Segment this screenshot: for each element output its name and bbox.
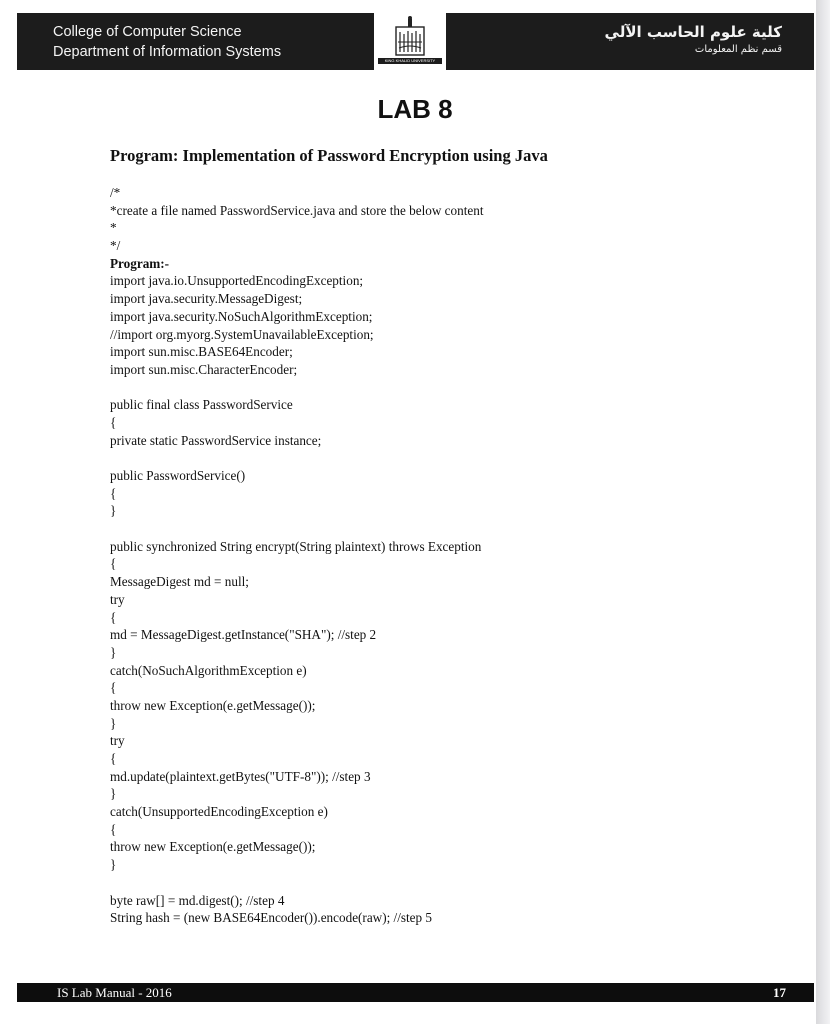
code-line: *create a file named PasswordService.java and store the below content bbox=[110, 202, 484, 218]
code-line: md.update(plaintext.getBytes("UTF-8")); //step 3 bbox=[110, 768, 371, 784]
code-line: { bbox=[110, 414, 117, 430]
code-line: import sun.misc.CharacterEncoder; bbox=[110, 361, 298, 377]
code-line: import java.io.UnsupportedEncodingException; bbox=[110, 273, 364, 289]
code-line: MessageDigest md = null; bbox=[110, 574, 249, 590]
page-footer bbox=[17, 983, 814, 1002]
page-edge-shadow bbox=[816, 0, 830, 1024]
code-line: import java.security.MessageDigest; bbox=[110, 291, 303, 307]
page-header bbox=[17, 13, 814, 70]
department-name-en: Department of Information Systems bbox=[53, 44, 282, 60]
university-logo bbox=[374, 12, 446, 70]
code-line: catch(NoSuchAlgorithmException e) bbox=[110, 662, 307, 678]
code-line: throw new Exception(e.getMessage()); bbox=[110, 697, 316, 713]
code-line: { bbox=[110, 609, 117, 625]
code-line: { bbox=[110, 680, 117, 696]
blank-line bbox=[110, 379, 800, 397]
code-line: public synchronized String encrypt(String plaintext) throws Exception bbox=[110, 538, 482, 554]
header-english bbox=[53, 22, 281, 62]
page-title: LAB 8 bbox=[377, 94, 453, 124]
code-line: import sun.misc.BASE64Encoder; bbox=[110, 344, 293, 360]
code-line: byte raw[] = md.digest(); //step 4 bbox=[110, 892, 285, 908]
college-name-ar: كلية علوم الحاسب الآلي bbox=[604, 23, 782, 41]
code-block bbox=[110, 184, 800, 927]
code-line: public PasswordService() bbox=[110, 468, 246, 483]
page-number: 17 bbox=[773, 985, 786, 1000]
code-line: import java.security.NoSuchAlgorithmException; bbox=[110, 308, 373, 324]
code-line: /* bbox=[110, 185, 121, 200]
code-line: { bbox=[110, 751, 117, 766]
blank-line bbox=[110, 449, 800, 467]
code-line: try bbox=[110, 591, 125, 607]
logo-caption: KING KHALID UNIVERSITY bbox=[378, 58, 442, 64]
code-line: md = MessageDigest.getInstance("SHA"); //step 2 bbox=[110, 627, 377, 643]
code-line: { bbox=[110, 556, 117, 572]
code-line: //import org.myorg.SystemUnavailableException; bbox=[110, 326, 374, 342]
code-line: catch(UnsupportedEncodingException e) bbox=[110, 804, 328, 820]
code-line: } bbox=[110, 786, 117, 802]
code-line: { bbox=[110, 485, 117, 501]
code-line: throw new Exception(e.getMessage()); bbox=[110, 839, 316, 855]
code-line: public final class PasswordService bbox=[110, 397, 293, 413]
code-line: } bbox=[110, 503, 117, 519]
code-line: String hash = (new BASE64Encoder()).encode(raw); //step 5 bbox=[110, 910, 433, 926]
code-line: } bbox=[110, 644, 117, 660]
code-line: */ bbox=[110, 238, 121, 254]
blank-line bbox=[110, 874, 800, 892]
code-line: } bbox=[110, 857, 117, 873]
department-name-ar: قسم نظم المعلومات bbox=[694, 44, 782, 55]
footer-manual-title: IS Lab Manual - 2016 bbox=[57, 985, 172, 1000]
college-name-en: College of Computer Science bbox=[53, 24, 242, 40]
code-line: try bbox=[110, 733, 125, 749]
code-line: Program:- bbox=[110, 255, 170, 271]
program-heading: Program: Implementation of Password Encryption using Java bbox=[110, 146, 548, 165]
header-arabic bbox=[605, 21, 782, 57]
code-line: * bbox=[110, 220, 117, 236]
code-line: { bbox=[110, 821, 117, 837]
code-line: } bbox=[110, 715, 117, 731]
blank-line bbox=[110, 520, 800, 538]
code-line: private static PasswordService instance; bbox=[110, 432, 322, 448]
